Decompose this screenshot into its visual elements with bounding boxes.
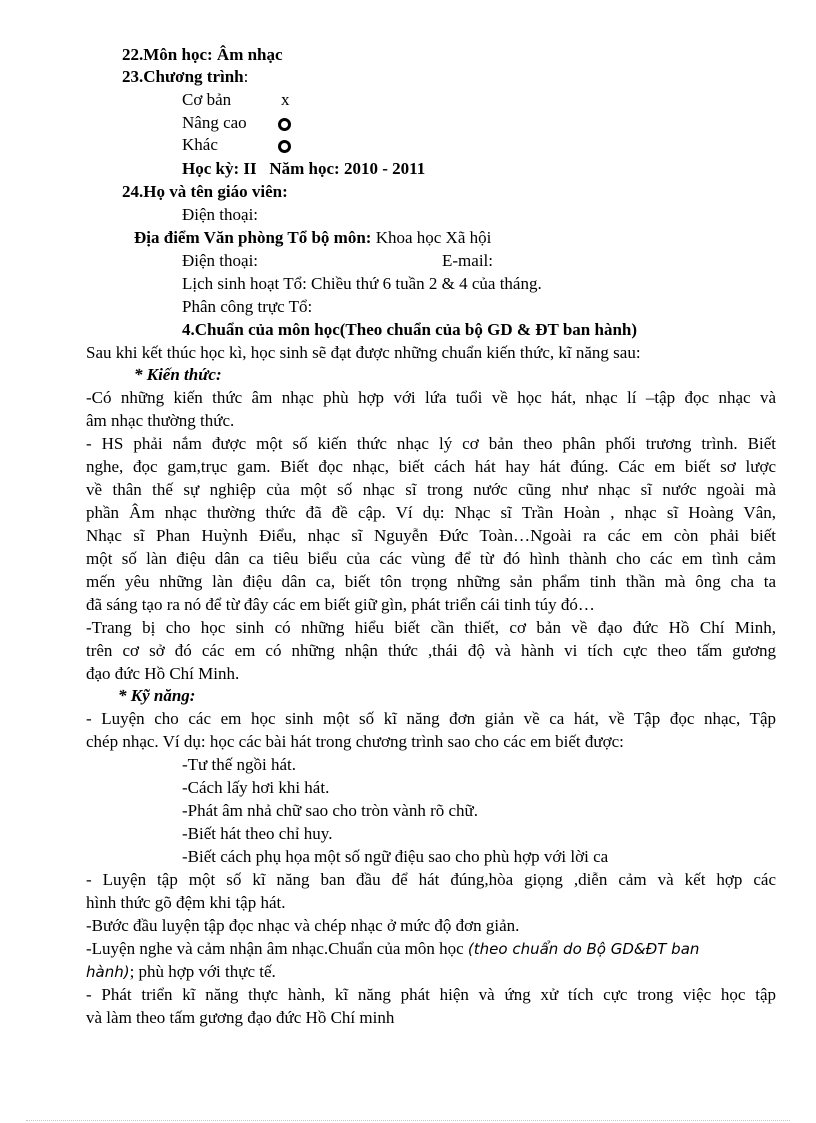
skills-sub-item: -Phát âm nhả chữ sao cho tròn vành rõ chữ. — [182, 801, 479, 820]
knowledge-line: trên cơ sở đó các em có những nhận thức ,thái độ và hành vi tích cực theo tấm gương — [86, 641, 776, 660]
program-option-other — [182, 134, 218, 156]
skills-line: chép nhạc. Ví dụ: học các bài hát trong chương trình sao cho các em biết được: — [86, 732, 624, 751]
skills-line: - Luyện cho các em học sinh một số kĩ năng đơn giản về ca hát, về Tập đọc nhạc, Tập — [86, 709, 776, 728]
listen-prefix: -Luyện nghe và cảm nhận âm nhạc.Chuẩn của môn học — [86, 939, 468, 958]
office-value: Khoa học Xã hội — [371, 228, 492, 247]
circle-icon — [278, 118, 291, 131]
option-label: Nâng cao — [182, 113, 247, 132]
knowledge-heading: * Kiến thức: — [134, 365, 222, 384]
skills-line: -Bước đầu luyện tập đọc nhạc và chép nhạc ở mức độ đơn giản. — [86, 916, 520, 935]
office-label: Địa điểm Văn phòng Tổ bộ môn: — [134, 228, 372, 247]
skills-line: và làm theo tấm gương đạo đức Hồ Chí minh — [86, 1008, 395, 1027]
office-phone: Điện thoại: — [182, 251, 259, 270]
knowledge-line: đã sáng tạo ra nó để từ đây các em biết giữ gìn, phát triển cái tinh túy đó… — [86, 595, 595, 614]
skills-listen-line — [86, 938, 699, 960]
knowledge-line: -Có những kiến thức âm nhạc phù hợp với lứa tuổi về học hát, nhạc lí –tập đọc nhạc và — [86, 388, 776, 407]
teacher-phone: Điện thoại: — [182, 205, 259, 224]
semester-line: Học kỳ: II Năm học: 2010 - 2011 — [182, 159, 426, 178]
program-option-basic — [182, 89, 231, 111]
program-heading — [122, 66, 248, 88]
skills-sub-item: -Tư thế ngồi hát. — [182, 755, 297, 774]
standards-intro: Sau khi kết thúc học kì, học sinh sẽ đạt được những chuẩn kiến thức, kĩ năng sau: — [86, 343, 641, 362]
knowledge-line: - HS phải nắm được một số kiến thức nhạc lý cơ bản theo phân phối trương trình. Biết — [86, 434, 776, 453]
listen-italic: (theo chuẩn do Bộ GD&ĐT ban — [467, 940, 700, 958]
program-option-advanced — [182, 112, 247, 134]
option-label: Cơ bản — [182, 90, 232, 109]
subject-heading: 22.Môn học: Âm nhạc — [122, 45, 283, 64]
skills-sub-item: -Cách lấy hơi khi hát. — [182, 778, 330, 797]
listen-suffix: ; phù hợp với thực tế. — [129, 962, 276, 981]
skills-line: hình thức gõ đệm khi tập hát. — [86, 893, 286, 912]
knowledge-line: một số làn điệu dân ca tiêu biểu của các vùng để từ đó hình thành cho các em tình cảm — [86, 549, 776, 568]
office-email: E-mail: — [442, 251, 493, 270]
option-label: Khác — [182, 135, 218, 154]
knowledge-line: -Trang bị cho học sinh có những hiểu biết cần thiết, cơ bản về đạo đức Hồ Chí Minh, — [86, 618, 776, 637]
skills-listen-line — [86, 961, 276, 983]
program-colon: : — [243, 67, 249, 86]
knowledge-line: đạo đức Hồ Chí Minh. — [86, 664, 240, 683]
knowledge-line: nghe, đọc gam,trục gam. Biết đọc nhạc, biết cách hát hay hát đúng. Các em biết sơ lược — [86, 457, 776, 476]
teacher-heading: 24.Họ và tên giáo viên: — [122, 182, 288, 201]
skills-line: - Phát triển kĩ năng thực hành, kĩ năng phát hiện và ứng xử tích cực trong việc học tập — [86, 985, 776, 1004]
office-line — [134, 227, 491, 249]
option-mark-circle — [278, 134, 291, 156]
meeting-schedule: Lịch sinh hoạt Tổ: Chiều thứ 6 tuần 2 & 4 của tháng. — [182, 274, 542, 293]
knowledge-line: phần Âm nhạc thường thức đã đề cập. Ví dụ: Nhạc sĩ Trần Hoàn , nhạc sĩ Hoàng Vân, — [86, 503, 776, 522]
listen-italic-end: hành) — [86, 963, 130, 981]
option-mark-circle — [278, 112, 291, 134]
knowledge-line: âm nhạc thường thức. — [86, 411, 235, 430]
circle-icon — [278, 140, 291, 153]
program-title: 23.Chương trình — [122, 67, 244, 86]
knowledge-line: mến yêu những làn điệu dân ca, biết tôn trọng những sản phẩm tinh thần mà ông cha ta — [86, 572, 776, 591]
page-footer-divider — [26, 1120, 790, 1121]
skills-heading: * Kỹ năng: — [118, 686, 196, 705]
option-mark-x: x — [281, 90, 290, 109]
skills-line: - Luyện tập một số kĩ năng ban đầu để hát đúng,hòa giọng ,diễn cảm và kết hợp các — [86, 870, 776, 889]
knowledge-line: Nhạc sĩ Phan Huỳnh Điểu, nhạc sĩ Nguyễn Đức Toàn…Ngoài ra các em còn phải biết — [86, 526, 776, 545]
duty-assignment: Phân công trực Tổ: — [182, 297, 313, 316]
standards-title: 4.Chuẩn của môn học(Theo chuẩn của bộ GD & ĐT ban hành) — [182, 320, 638, 339]
skills-sub-item: -Biết cách phụ họa một số ngữ điệu sao cho phù hợp với lời ca — [182, 847, 609, 866]
skills-sub-item: -Biết hát theo chỉ huy. — [182, 824, 333, 843]
knowledge-line: về thân thế sự nghiệp của một số nhạc sĩ trong nước cũng như nhạc sĩ nước ngoài mà — [86, 480, 776, 499]
